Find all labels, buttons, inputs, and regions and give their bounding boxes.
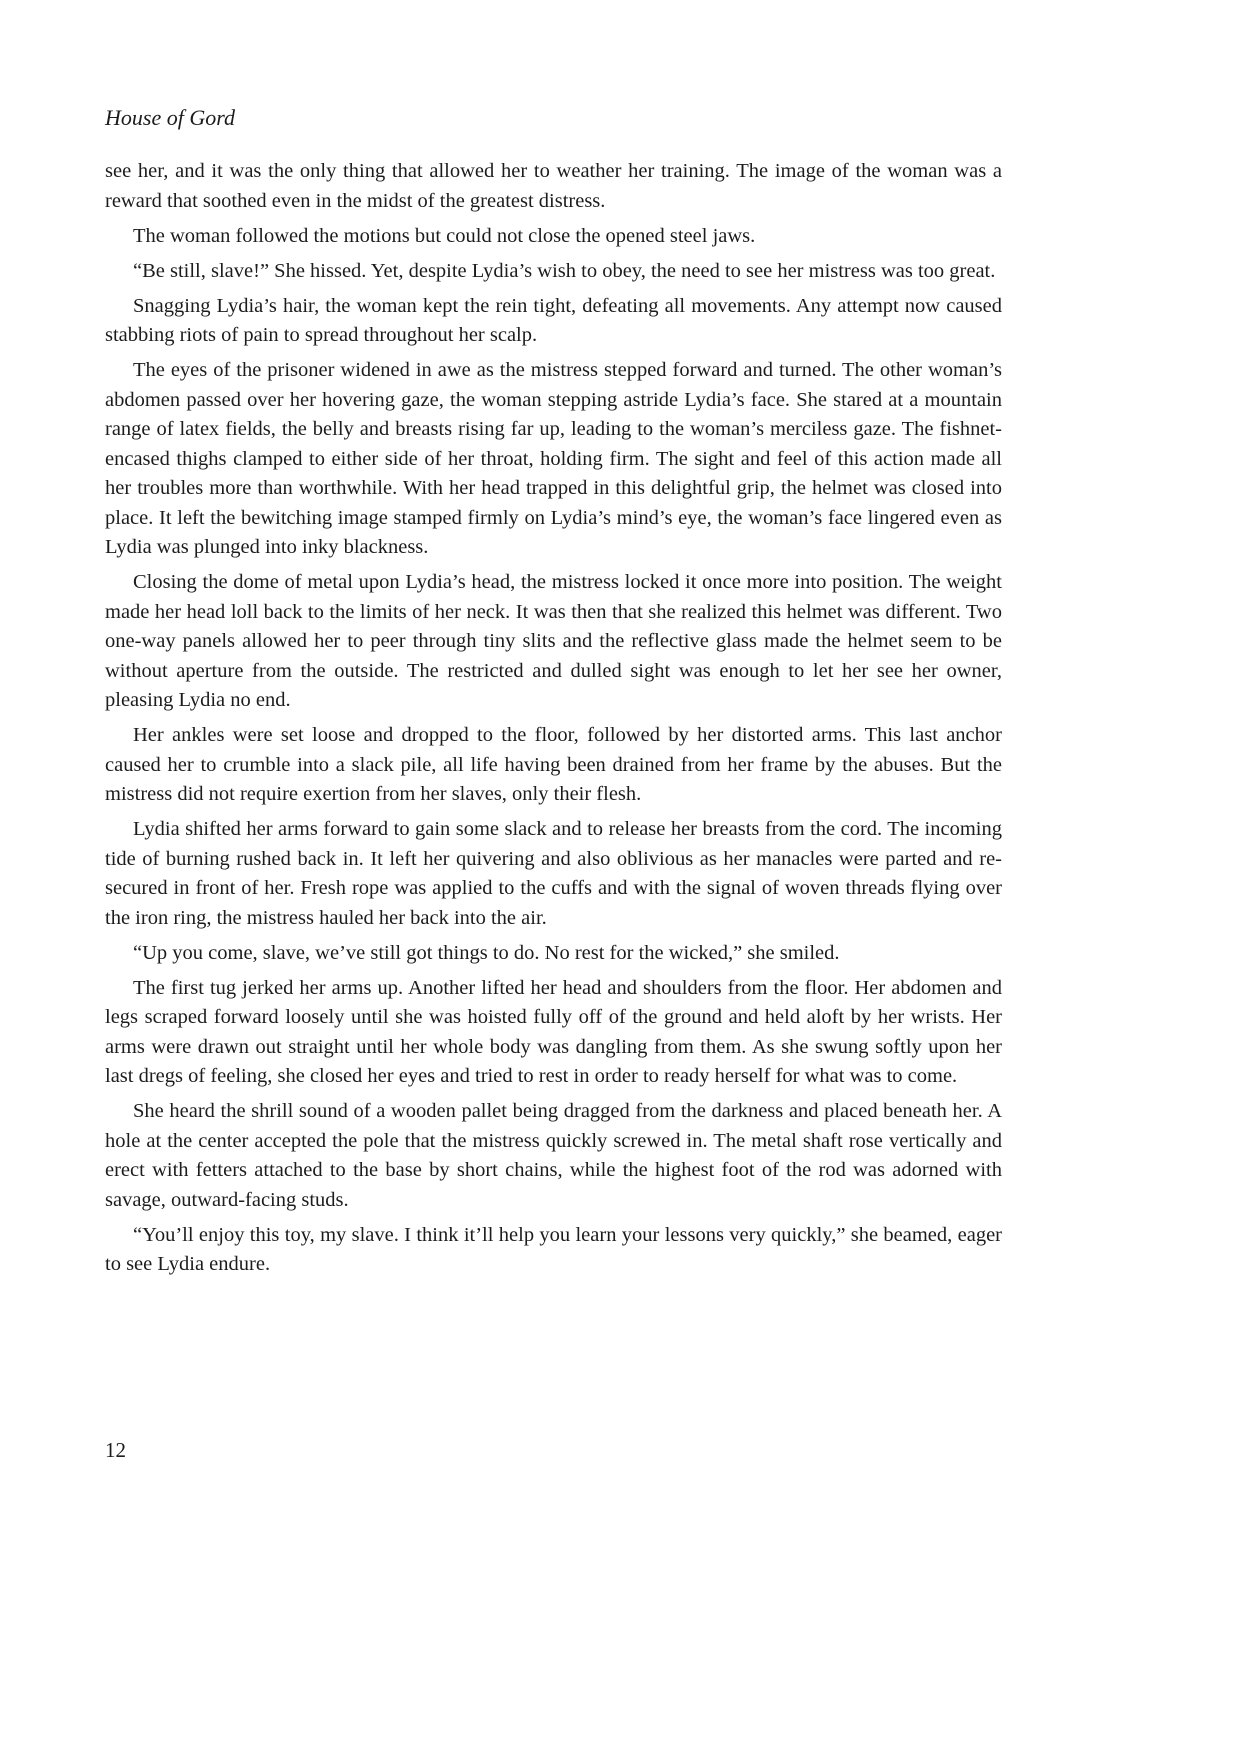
paragraph: “Be still, slave!” She hissed. Yet, despite Lydia’s wish to obey, the need to see her mistress was too great. (133, 259, 996, 282)
paragraph: Closing the dome of metal upon Lydia’s head, the mistress locked it once more into position. The weight made her head loll back to the limits of her neck. It was then that she realized this helmet was different. Two one-way panels allowed her to peer through tiny slits and the reflective glass made the helmet seem to be without aperture from the outside. The restricted and dulled sight was enough to let her see her owner, pleasing Lydia no end. (105, 571, 1002, 711)
paragraph: The eyes of the prisoner widened in awe as the mistress stepped forward and turned. The other woman’s abdomen passed over her hovering gaze, the woman stepping astride Lydia’s face. She stared at a mountain range of latex fields, the belly and breasts rising far up, leading to the woman’s merciless gaze. The fishnet-encased thighs clamped to either side of her throat, holding firm. The sight and feel of this action made all her troubles more than worthwhile. With her head trapped in this delightful grip, the helmet was closed into place. It left the bewitching image stamped firmly on Lydia’s mind’s eye, the woman’s face lingered even as Lydia was plunged into inky blackness. (105, 359, 1002, 558)
paragraph: Lydia shifted her arms forward to gain some slack and to release her breasts from the cord. The incoming tide of burning rushed back in. It left her quivering and also oblivious as her manacles were parted and re-secured in front of her. Fresh rope was applied to the cuffs and with the signal of woven threads flying over the iron ring, the mistress hauled her back into the air. (105, 818, 1002, 929)
paragraph: Snagging Lydia’s hair, the woman kept the rein tight, defeating all movements. Any attempt now caused stabbing riots of pain to spread throughout her scalp. (105, 294, 1002, 346)
paragraph: The woman followed the motions but could not close the opened steel jaws. (133, 224, 756, 247)
paragraph: Her ankles were set loose and dropped to the floor, followed by her distorted arms. This last anchor caused her to crumble into a slack pile, all life having been drained from her frame by the abuses. But the mistress did not require exertion from her slaves, only their flesh. (105, 724, 1002, 805)
paragraph: “You’ll enjoy this toy, my slave. I think it’ll help you learn your lessons very quickly,” she beamed, eager to see Lydia endure. (105, 1223, 1002, 1275)
page-number: 12 (105, 1438, 126, 1462)
paragraph: She heard the shrill sound of a wooden pallet being dragged from the darkness and placed beneath her. A hole at the center accepted the pole that the mistress quickly screwed in. The metal shaft rose vertically and erect with fetters attached to the base by short chains, while the highest foot of the rod was adorned with savage, outward-facing studs. (105, 1100, 1002, 1211)
paragraph: “Up you come, slave, we’ve still got things to do. No rest for the wicked,” she smiled. (133, 941, 840, 964)
body-text (105, 157, 1002, 1285)
running-head-title: House of Gord (105, 105, 235, 130)
paragraph-continued: see her, and it was the only thing that allowed her to weather her training. The image of the woman was a reward that soothed even in the midst of the greatest distress. (105, 160, 1002, 212)
paragraph: The first tug jerked her arms up. Another lifted her head and shoulders from the floor. Her abdomen and legs scraped forward loosely until she was hoisted fully off of the ground and held aloft by her wrists. Her arms were drawn out straight until her whole body was dangling from them. As she swung softly upon her last dregs of feeling, she closed her eyes and tried to rest in order to ready herself for what was to come. (105, 976, 1002, 1087)
